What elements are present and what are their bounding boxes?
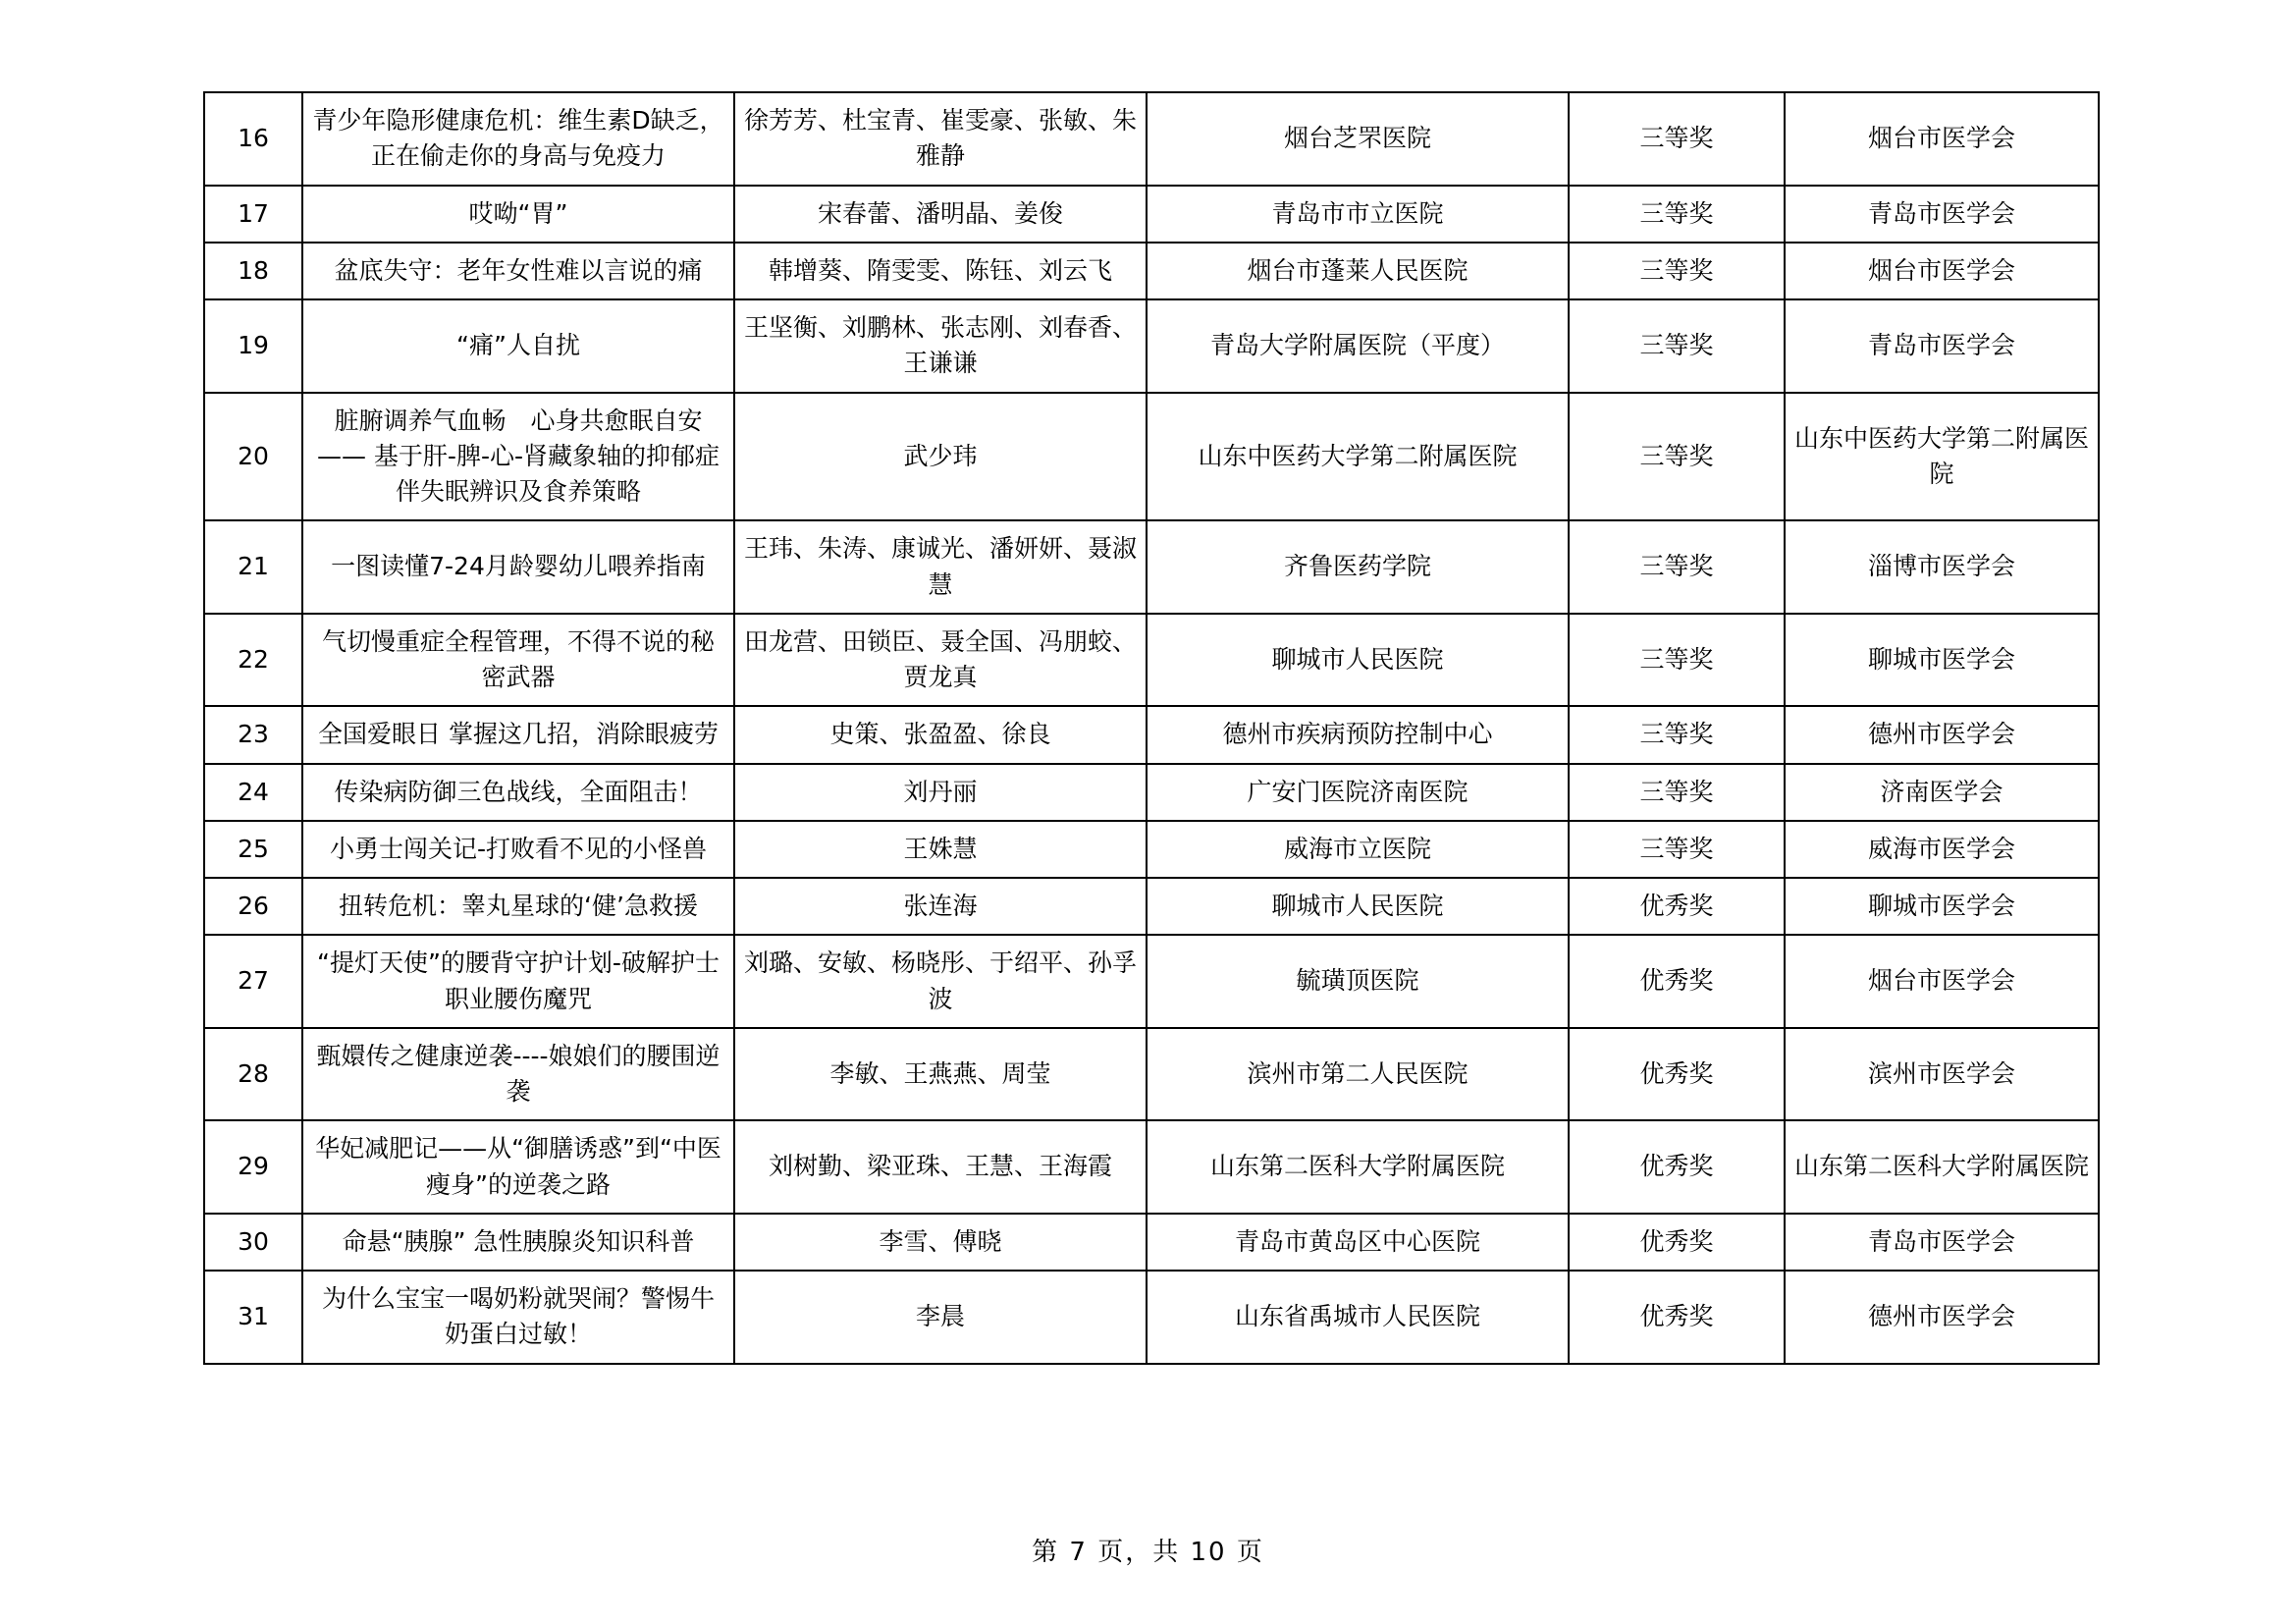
cell-recommender: 德州市医学会	[1785, 1271, 2099, 1364]
cell-index: 21	[204, 520, 302, 614]
cell-index: 20	[204, 393, 302, 521]
cell-index: 19	[204, 299, 302, 393]
cell-organization: 烟台市蓬莱人民医院	[1147, 243, 1569, 299]
cell-authors: 王姝慧	[734, 821, 1147, 878]
cell-award: 三等奖	[1569, 186, 1785, 243]
cell-authors: 刘树勤、梁亚珠、王慧、王海霞	[734, 1120, 1147, 1214]
cell-organization: 聊城市人民医院	[1147, 878, 1569, 935]
cell-organization: 齐鲁医药学院	[1147, 520, 1569, 614]
cell-authors: 王坚衡、刘鹏林、张志刚、刘春香、王谦谦	[734, 299, 1147, 393]
cell-title: 命悬“胰腺” 急性胰腺炎知识科普	[302, 1214, 734, 1271]
cell-authors: 刘丹丽	[734, 764, 1147, 821]
cell-recommender: 烟台市医学会	[1785, 243, 2099, 299]
cell-title: 哎呦“胃”	[302, 186, 734, 243]
table-row	[204, 706, 2099, 763]
table-row	[204, 1028, 2099, 1121]
cell-title: 盆底失守：老年女性难以言说的痛	[302, 243, 734, 299]
cell-authors: 田龙营、田锁臣、聂全国、冯朋蛟、贾龙真	[734, 614, 1147, 707]
cell-organization: 山东第二医科大学附属医院	[1147, 1120, 1569, 1214]
cell-award: 优秀奖	[1569, 935, 1785, 1028]
award-list-table	[203, 91, 2100, 1365]
table-row	[204, 764, 2099, 821]
cell-recommender: 聊城市医学会	[1785, 614, 2099, 707]
table-row	[204, 393, 2099, 521]
cell-recommender: 济南医学会	[1785, 764, 2099, 821]
cell-title: 一图读懂7-24月龄婴幼儿喂养指南	[302, 520, 734, 614]
cell-organization: 聊城市人民医院	[1147, 614, 1569, 707]
cell-index: 29	[204, 1120, 302, 1214]
cell-recommender: 青岛市医学会	[1785, 186, 2099, 243]
cell-title: 甄嬛传之健康逆袭----娘娘们的腰围逆袭	[302, 1028, 734, 1121]
cell-title: 脏腑调养气血畅 心身共愈眠自安—— 基于肝-脾-心-肾藏象轴的抑郁症伴失眠辨识及食养策略	[302, 393, 734, 521]
cell-authors: 韩增葵、隋雯雯、陈钰、刘云飞	[734, 243, 1147, 299]
cell-organization: 毓璜顶医院	[1147, 935, 1569, 1028]
table-row	[204, 1271, 2099, 1364]
cell-title: 全国爱眼日 掌握这几招，消除眼疲劳	[302, 706, 734, 763]
cell-title: “痛”人自扰	[302, 299, 734, 393]
table-row	[204, 520, 2099, 614]
cell-title: 气切慢重症全程管理，不得不说的秘密武器	[302, 614, 734, 707]
cell-recommender: 烟台市医学会	[1785, 92, 2099, 186]
table-row	[204, 243, 2099, 299]
cell-authors: 武少玮	[734, 393, 1147, 521]
table-row	[204, 1214, 2099, 1271]
cell-award: 三等奖	[1569, 614, 1785, 707]
cell-title: 为什么宝宝一喝奶粉就哭闹？警惕牛奶蛋白过敏！	[302, 1271, 734, 1364]
page-footer: 第 7 页，共 10 页	[1032, 1538, 1264, 1567]
cell-organization: 青岛市市立医院	[1147, 186, 1569, 243]
cell-title: 青少年隐形健康危机：维生素D缺乏，正在偷走你的身高与免疫力	[302, 92, 734, 186]
cell-authors: 宋春蕾、潘明晶、姜俊	[734, 186, 1147, 243]
cell-authors: 李敏、王燕燕、周莹	[734, 1028, 1147, 1121]
cell-title: 小勇士闯关记-打败看不见的小怪兽	[302, 821, 734, 878]
cell-index: 24	[204, 764, 302, 821]
cell-title: 扭转危机：睾丸星球的‘健’急救援	[302, 878, 734, 935]
cell-index: 27	[204, 935, 302, 1028]
table-row	[204, 299, 2099, 393]
table-row	[204, 92, 2099, 186]
cell-authors: 李晨	[734, 1271, 1147, 1364]
cell-recommender: 青岛市医学会	[1785, 1214, 2099, 1271]
cell-award: 三等奖	[1569, 706, 1785, 763]
cell-recommender: 滨州市医学会	[1785, 1028, 2099, 1121]
cell-authors: 李雪、傅晓	[734, 1214, 1147, 1271]
cell-organization: 德州市疾病预防控制中心	[1147, 706, 1569, 763]
cell-recommender: 烟台市医学会	[1785, 935, 2099, 1028]
cell-recommender: 聊城市医学会	[1785, 878, 2099, 935]
cell-award: 优秀奖	[1569, 1028, 1785, 1121]
cell-index: 26	[204, 878, 302, 935]
table-body	[204, 92, 2099, 1364]
cell-index: 23	[204, 706, 302, 763]
cell-index: 17	[204, 186, 302, 243]
cell-index: 18	[204, 243, 302, 299]
table-row	[204, 935, 2099, 1028]
cell-index: 16	[204, 92, 302, 186]
cell-organization: 滨州市第二人民医院	[1147, 1028, 1569, 1121]
cell-authors: 史策、张盈盈、徐良	[734, 706, 1147, 763]
cell-organization: 烟台芝罘医院	[1147, 92, 1569, 186]
cell-recommender: 青岛市医学会	[1785, 299, 2099, 393]
cell-title: 传染病防御三色战线，全面阻击！	[302, 764, 734, 821]
cell-title: “提灯天使”的腰背守护计划-破解护士职业腰伤魔咒	[302, 935, 734, 1028]
cell-award: 优秀奖	[1569, 1120, 1785, 1214]
cell-award: 优秀奖	[1569, 1214, 1785, 1271]
cell-authors: 徐芳芳、杜宝青、崔雯豪、张敏、朱雅静	[734, 92, 1147, 186]
cell-title: 华妃减肥记——从“御膳诱惑”到“中医瘦身”的逆袭之路	[302, 1120, 734, 1214]
cell-recommender: 淄博市医学会	[1785, 520, 2099, 614]
cell-award: 三等奖	[1569, 299, 1785, 393]
table-row	[204, 1120, 2099, 1214]
cell-index: 30	[204, 1214, 302, 1271]
cell-index: 22	[204, 614, 302, 707]
cell-award: 三等奖	[1569, 821, 1785, 878]
cell-award: 三等奖	[1569, 92, 1785, 186]
cell-organization: 广安门医院济南医院	[1147, 764, 1569, 821]
cell-award: 三等奖	[1569, 393, 1785, 521]
table-row	[204, 821, 2099, 878]
cell-organization: 威海市立医院	[1147, 821, 1569, 878]
cell-recommender: 德州市医学会	[1785, 706, 2099, 763]
table-row	[204, 878, 2099, 935]
table-row	[204, 614, 2099, 707]
cell-authors: 刘璐、安敏、杨晓彤、于绍平、孙孚波	[734, 935, 1147, 1028]
cell-award: 优秀奖	[1569, 878, 1785, 935]
cell-organization: 山东省禹城市人民医院	[1147, 1271, 1569, 1364]
table-row	[204, 186, 2099, 243]
cell-recommender: 威海市医学会	[1785, 821, 2099, 878]
cell-authors: 张连海	[734, 878, 1147, 935]
cell-index: 28	[204, 1028, 302, 1121]
cell-award: 三等奖	[1569, 243, 1785, 299]
cell-organization: 青岛市黄岛区中心医院	[1147, 1214, 1569, 1271]
cell-index: 25	[204, 821, 302, 878]
cell-authors: 王玮、朱涛、康诚光、潘妍妍、聂淑慧	[734, 520, 1147, 614]
cell-index: 31	[204, 1271, 302, 1364]
cell-award: 三等奖	[1569, 520, 1785, 614]
cell-award: 优秀奖	[1569, 1271, 1785, 1364]
cell-award: 三等奖	[1569, 764, 1785, 821]
cell-recommender: 山东第二医科大学附属医院	[1785, 1120, 2099, 1214]
cell-organization: 山东中医药大学第二附属医院	[1147, 393, 1569, 521]
cell-organization: 青岛大学附属医院（平度）	[1147, 299, 1569, 393]
cell-recommender: 山东中医药大学第二附属医院	[1785, 393, 2099, 521]
